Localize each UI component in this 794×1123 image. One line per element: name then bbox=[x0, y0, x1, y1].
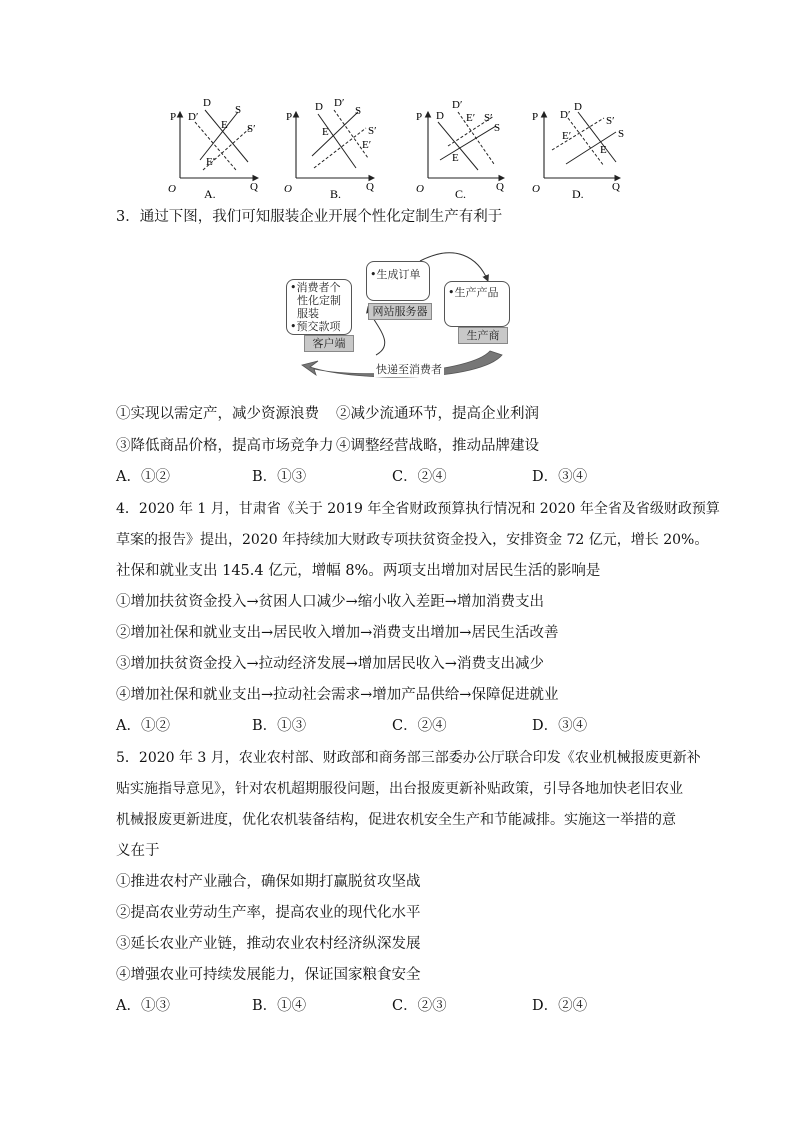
graph-label: S′ bbox=[484, 112, 493, 124]
q5-option-b[interactable]: B．①④ bbox=[252, 998, 307, 1014]
q5-option-d[interactable]: D．②④ bbox=[532, 998, 588, 1014]
q3-option-b[interactable]: B．①③ bbox=[252, 469, 307, 485]
server-tag: 网站服务器 bbox=[368, 303, 432, 320]
graph-b bbox=[284, 97, 377, 201]
graph-label: D′ bbox=[452, 99, 463, 111]
graph-label: D′ bbox=[560, 109, 571, 121]
server-box bbox=[366, 261, 430, 301]
q4-option-a[interactable]: A．①② bbox=[116, 718, 170, 734]
graph-label: S′ bbox=[606, 115, 615, 127]
graph-label: E bbox=[452, 152, 459, 164]
graph-caption: D. bbox=[572, 187, 584, 201]
producer-line: •生产产品 bbox=[448, 286, 499, 299]
q4-statement: ③增加扶贫资金投入→拉动经济发展→增加居民收入→消费支出减少 bbox=[116, 656, 544, 672]
origin-label: O bbox=[416, 183, 424, 195]
producer-tag: 生产商 bbox=[458, 327, 508, 344]
client-line: •消费者个 bbox=[290, 281, 341, 294]
q5-option-c[interactable]: C．②③ bbox=[392, 998, 447, 1014]
graph-label: S′ bbox=[247, 123, 256, 135]
q4-option-c[interactable]: C．②④ bbox=[392, 718, 447, 734]
graph-label: D bbox=[436, 110, 444, 122]
graph-label: D bbox=[315, 101, 323, 113]
graph-label: S bbox=[618, 128, 625, 140]
graph-label: E′ bbox=[466, 112, 476, 124]
origin-label: O bbox=[168, 183, 176, 195]
delivery-label: 快递至消费者 bbox=[376, 363, 442, 376]
client-box bbox=[286, 279, 352, 335]
q4-statement: ②增加社保和就业支出→居民收入增加→消费支出增加→居民生活改善 bbox=[116, 625, 559, 641]
axis-q-label: Q bbox=[612, 181, 620, 193]
graph-label: E′ bbox=[562, 130, 572, 142]
q5-statement: ①推进农村产业融合，确保如期打赢脱贫攻坚战 bbox=[116, 874, 421, 890]
axis-p-label: P bbox=[416, 111, 423, 123]
q5-statement: ③延长农业产业链，推动农业农村经济纵深发展 bbox=[116, 936, 421, 952]
client-line: •预交款项 bbox=[290, 320, 341, 333]
producer-box bbox=[444, 281, 510, 327]
graph-a bbox=[168, 97, 258, 201]
q3-option-d[interactable]: D．③④ bbox=[532, 469, 588, 485]
origin-label: O bbox=[532, 183, 540, 195]
graph-label: E′ bbox=[206, 156, 216, 168]
graph-label: D bbox=[574, 101, 582, 113]
axis-p-label: P bbox=[170, 111, 177, 123]
q5-stem: 义在于 bbox=[116, 843, 160, 859]
graph-label: S bbox=[235, 104, 242, 116]
axis-q-label: Q bbox=[366, 181, 374, 193]
client-line: 性化定制 bbox=[297, 294, 341, 307]
graph-caption: B. bbox=[330, 187, 342, 201]
graph-d bbox=[532, 101, 624, 201]
q3-statement: ④调整经营战略，推动品牌建设 bbox=[336, 438, 539, 454]
q4-stem: 草案的报告》提出，2020 年持续加大财政专项扶贫资金投入，安排资金 72 亿元，增长 20%。 bbox=[116, 532, 709, 548]
q3-statement: ③降低商品价格，提高市场竞争力 bbox=[116, 438, 334, 454]
graph-label: E bbox=[600, 144, 607, 156]
axis-q-label: Q bbox=[496, 181, 504, 193]
axis-q-label: Q bbox=[250, 181, 258, 193]
graph-label: D′ bbox=[188, 111, 199, 123]
q5-statement: ④增强农业可持续发展能力，保证国家粮食安全 bbox=[116, 967, 421, 983]
q3-statement: ②减少流通环节，提高企业利润 bbox=[336, 406, 539, 422]
graph-label: D bbox=[203, 97, 211, 109]
graph-caption: C. bbox=[455, 187, 467, 201]
q5-stem: 贴实施指导意见》，针对农机超期服役问题，出台报废更新补贴政策，引导各地加快老旧农业 bbox=[116, 781, 683, 797]
q5-statement: ②提高农业劳动生产率，提高农业的现代化水平 bbox=[116, 905, 421, 921]
q4-statement: ④增加社保和就业支出→拉动社会需求→增加产品供给→保障促进就业 bbox=[116, 687, 559, 703]
q3-stem: 3．通过下图，我们可知服装企业开展个性化定制生产有利于 bbox=[116, 209, 503, 225]
q4-option-d[interactable]: D．③④ bbox=[532, 718, 588, 734]
q4-option-b[interactable]: B．①③ bbox=[252, 718, 307, 734]
q5-stem: 5．2020 年 3 月，农业农村部、财政部和商务部三部委办公厅联合印发《农业机械报废更新补 bbox=[116, 750, 701, 766]
graph-label: E bbox=[322, 126, 329, 138]
axis-p-label: P bbox=[286, 111, 293, 123]
graph-label: S bbox=[494, 122, 501, 134]
client-line: 服装 bbox=[297, 307, 319, 320]
q5-stem: 机械报废更新进度，优化农机装备结构，促进农机安全生产和节能减排。实施这一举措的意 bbox=[116, 812, 676, 828]
graph-label: S′ bbox=[368, 125, 377, 137]
origin-label: O bbox=[284, 183, 292, 195]
q3-flow-diagram bbox=[280, 243, 520, 385]
graph-label: D′ bbox=[334, 97, 345, 109]
graph-label: S bbox=[355, 105, 362, 117]
q3-option-a[interactable]: A．①② bbox=[116, 469, 170, 485]
q4-statement: ①增加扶贫资金投入→贫困人口减少→缩小收入差距→增加消费支出 bbox=[116, 594, 544, 610]
graph-label: E bbox=[221, 119, 228, 131]
supply-demand-graphs bbox=[0, 0, 794, 205]
q4-stem: 社保和就业支出 145.4 亿元，增幅 8%。两项支出增加对居民生活的影响是 bbox=[116, 563, 601, 579]
server-line: •生成订单 bbox=[370, 268, 421, 281]
q4-stem: 4．2020 年 1 月，甘肃省《关于 2019 年全省财政预算执行情况和 2020 年全省及省级财政预算 bbox=[116, 501, 720, 517]
q5-option-a[interactable]: A．①③ bbox=[116, 998, 170, 1014]
client-tag: 客户端 bbox=[304, 335, 354, 352]
graph-caption: A. bbox=[204, 187, 216, 201]
graph-label: E′ bbox=[362, 139, 372, 151]
axis-p-label: P bbox=[532, 111, 539, 123]
q3-statement: ①实现以需定产，减少资源浪费 bbox=[116, 406, 319, 422]
graph-c bbox=[416, 99, 504, 201]
q3-option-c[interactable]: C．②④ bbox=[392, 469, 447, 485]
